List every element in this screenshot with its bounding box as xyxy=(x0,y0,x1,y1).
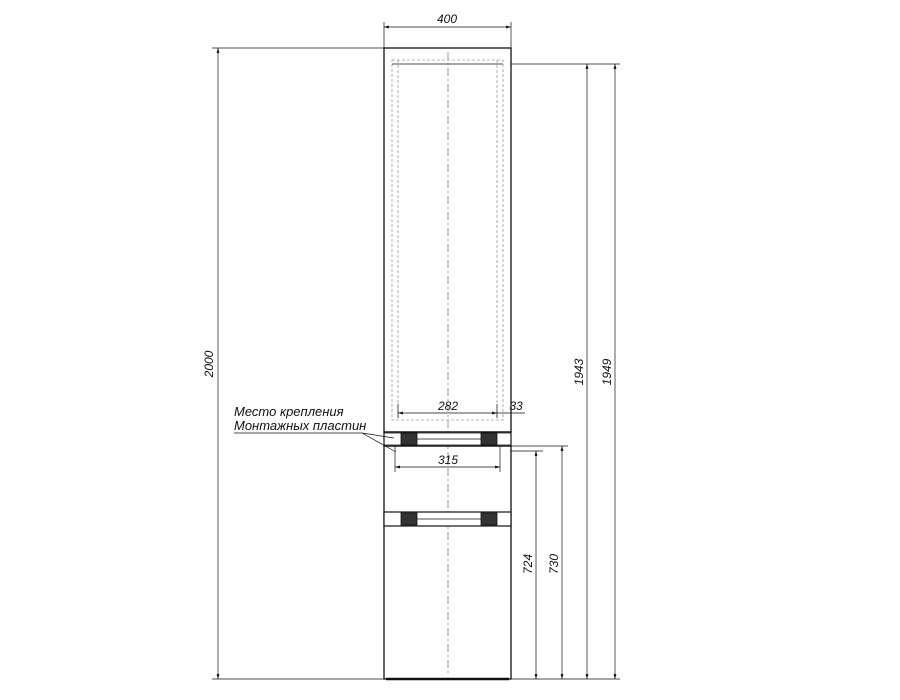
dimension-height-2000 xyxy=(202,48,384,679)
dimension-width-400 xyxy=(384,12,511,48)
mounting-band-upper xyxy=(384,432,511,446)
cabinet-body xyxy=(384,48,511,679)
mounting-band-middle xyxy=(384,512,511,526)
dimension-height-724 xyxy=(511,451,543,679)
note-line-2: Монтажных пластин xyxy=(234,418,367,433)
cabinet-upper-section xyxy=(384,48,511,432)
dimension-height-1943 xyxy=(511,64,592,679)
dimension-inner-282 xyxy=(398,399,497,418)
mounting-note xyxy=(234,404,396,452)
dimension-offset-33 xyxy=(497,399,525,432)
dim-label-1943: 1943 xyxy=(572,358,586,386)
dim-label-1949: 1949 xyxy=(600,358,614,386)
dim-label-315: 315 xyxy=(437,453,459,467)
dim-label-724: 724 xyxy=(521,553,535,575)
dim-label-2000: 2000 xyxy=(202,350,216,378)
dim-label-33: 33 xyxy=(509,399,523,413)
note-line-1: Место крепления xyxy=(234,404,344,419)
dimension-height-1949 xyxy=(592,64,620,679)
dimension-height-730 xyxy=(511,446,568,679)
dim-label-730: 730 xyxy=(547,553,561,575)
dim-label-400: 400 xyxy=(436,12,458,26)
dim-label-282: 282 xyxy=(437,399,459,413)
upper-inner-outline xyxy=(392,60,503,420)
cabinet-lower-section xyxy=(384,446,511,679)
dimension-shelf-315 xyxy=(395,446,500,472)
